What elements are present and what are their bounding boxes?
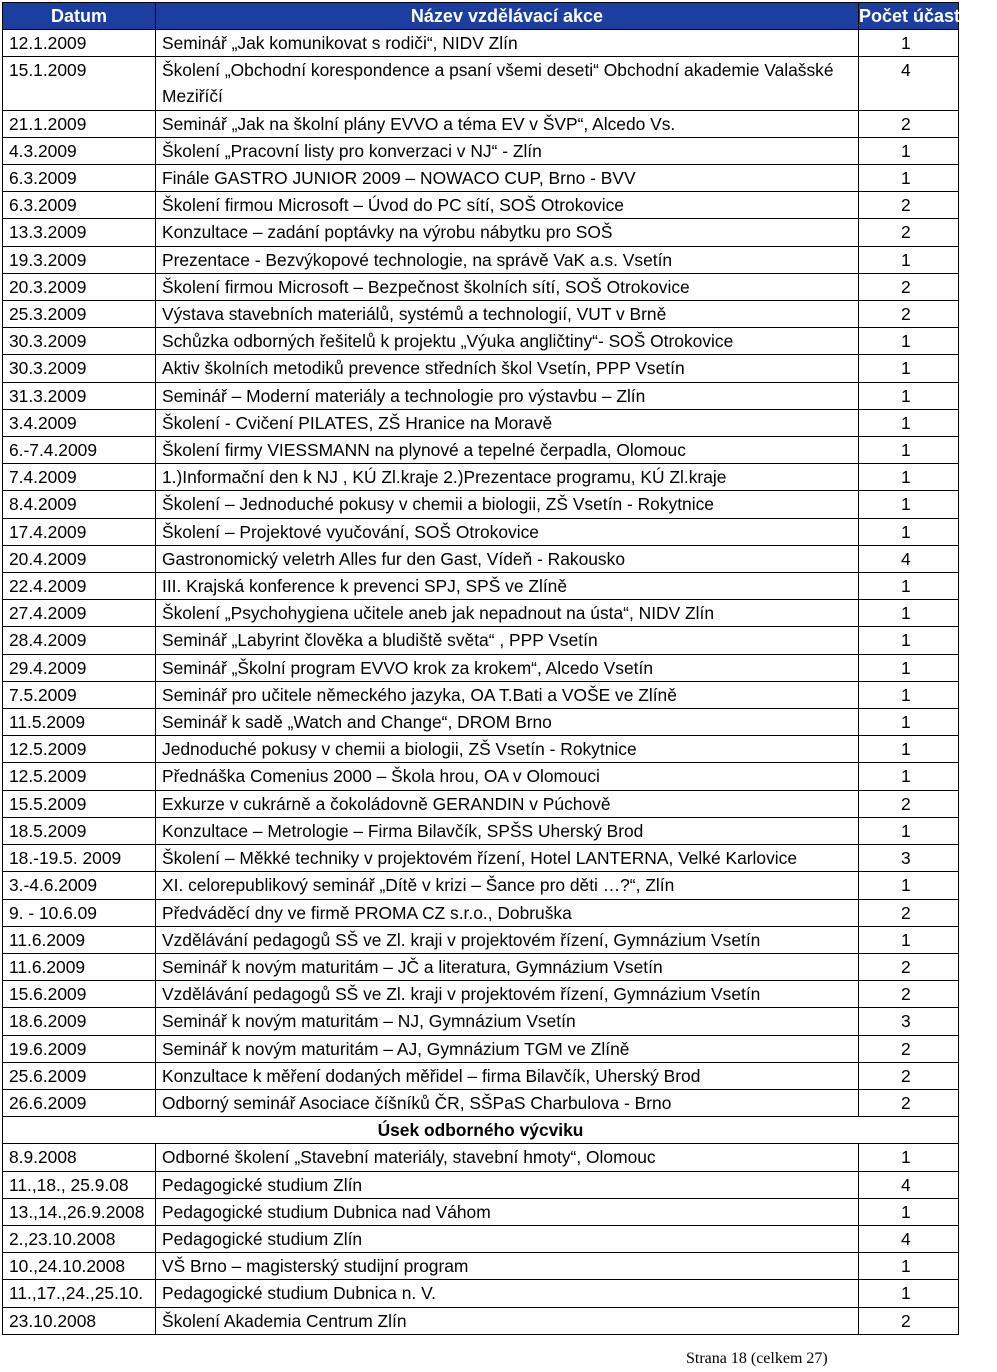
- row-participant-count: 1: [859, 464, 959, 491]
- row-participant-count: 1: [859, 382, 959, 409]
- row-date: 2.,23.10.2008: [3, 1225, 156, 1252]
- row-date: 7.5.2009: [3, 681, 156, 708]
- row-date: 18.-19.5. 2009: [3, 845, 156, 872]
- row-date: 18.5.2009: [3, 817, 156, 844]
- row-participant-count: 3: [859, 845, 959, 872]
- section-title: Úsek odborného výcviku: [3, 1117, 959, 1144]
- row-date: 11.5.2009: [3, 709, 156, 736]
- table-row: [3, 1198, 959, 1225]
- table-row: [3, 110, 959, 137]
- row-date: 15.1.2009: [3, 57, 156, 110]
- table-row: [3, 165, 959, 192]
- table-row: [3, 600, 959, 627]
- row-date: 11.6.2009: [3, 953, 156, 980]
- table-row: [3, 926, 959, 953]
- row-event-name: Konzultace k měření dodaných měřidel – firma Bilavčík, Uherský Brod: [156, 1062, 859, 1089]
- row-date: 10.,24.10.2008: [3, 1253, 156, 1280]
- row-participant-count: 1: [859, 926, 959, 953]
- row-date: 19.6.2009: [3, 1035, 156, 1062]
- row-participant-count: 1: [859, 518, 959, 545]
- table-row: [3, 30, 959, 57]
- table-row: [3, 1253, 959, 1280]
- row-participant-count: 2: [859, 899, 959, 926]
- table-row: [3, 382, 959, 409]
- row-event-name: Jednoduché pokusy v chemii a biologii, ZŠ Vsetín - Rokytnice: [156, 736, 859, 763]
- row-participant-count: 1: [859, 355, 959, 382]
- row-participant-count: 1: [859, 763, 959, 790]
- row-participant-count: 1: [859, 872, 959, 899]
- row-date: 12.1.2009: [3, 30, 156, 57]
- row-event-name: Odborné školení „Stavební materiály, stavební hmoty“, Olomouc: [156, 1144, 859, 1171]
- row-participant-count: 2: [859, 1089, 959, 1116]
- row-participant-count: 1: [859, 627, 959, 654]
- row-participant-count: 4: [859, 545, 959, 572]
- row-participant-count: 2: [859, 110, 959, 137]
- row-event-name: Konzultace – zadání poptávky na výrobu nábytku pro SOŠ: [156, 219, 859, 246]
- row-event-name: Pedagogické studium Dubnica n. V.: [156, 1280, 859, 1307]
- table-row: [3, 192, 959, 219]
- row-event-name: Seminář „Jak na školní plány EVVO a téma EV v ŠVP“, Alcedo Vs.: [156, 110, 859, 137]
- row-date: 25.6.2009: [3, 1062, 156, 1089]
- row-date: 8.9.2008: [3, 1144, 156, 1171]
- row-participant-count: 4: [859, 1225, 959, 1252]
- row-event-name: Pedagogické studium Dubnica nad Váhom: [156, 1198, 859, 1225]
- table-row: [3, 1280, 959, 1307]
- table-row: [3, 518, 959, 545]
- row-date: 30.3.2009: [3, 328, 156, 355]
- row-event-name: Vzdělávání pedagogů SŠ ve Zl. kraji v projektovém řízení, Gymnázium Vsetín: [156, 926, 859, 953]
- row-participant-count: 1: [859, 491, 959, 518]
- row-date: 22.4.2009: [3, 573, 156, 600]
- row-event-name: Aktiv školních metodiků prevence středních škol Vsetín, PPP Vsetín: [156, 355, 859, 382]
- table-row: [3, 654, 959, 681]
- row-participant-count: 3: [859, 1008, 959, 1035]
- row-event-name: 1.)Informační den k NJ , KÚ Zl.kraje 2.)Prezentace programu, KÚ Zl.kraje: [156, 464, 859, 491]
- row-date: 17.4.2009: [3, 518, 156, 545]
- table-row: [3, 627, 959, 654]
- row-event-name: Exkurze v cukrárně a čokoládovně GERANDIN v Púchově: [156, 790, 859, 817]
- row-participant-count: 2: [859, 1035, 959, 1062]
- row-date: 8.4.2009: [3, 491, 156, 518]
- row-event-name: Přednáška Comenius 2000 – Škola hrou, OA v Olomouci: [156, 763, 859, 790]
- row-date: 29.4.2009: [3, 654, 156, 681]
- row-event-name: Výstava stavebních materiálů, systémů a technologií, VUT v Brně: [156, 301, 859, 328]
- row-participant-count: 1: [859, 137, 959, 164]
- row-date: 21.1.2009: [3, 110, 156, 137]
- row-event-name: Pedagogické studium Zlín: [156, 1225, 859, 1252]
- row-participant-count: 1: [859, 654, 959, 681]
- row-date: 30.3.2009: [3, 355, 156, 382]
- row-date: 15.6.2009: [3, 981, 156, 1008]
- row-event-name: Seminář k sadě „Watch and Change“, DROM Brno: [156, 709, 859, 736]
- table-row: [3, 1035, 959, 1062]
- row-participant-count: 2: [859, 1307, 959, 1334]
- row-date: 11.6.2009: [3, 926, 156, 953]
- table-row: [3, 137, 959, 164]
- table-row: [3, 981, 959, 1008]
- row-participant-count: 1: [859, 30, 959, 57]
- table-row: [3, 573, 959, 600]
- row-event-name: Vzdělávání pedagogů SŠ ve Zl. kraji v projektovém řízení, Gymnázium Vsetín: [156, 981, 859, 1008]
- row-participant-count: 1: [859, 709, 959, 736]
- table-row: [3, 872, 959, 899]
- row-date: 26.6.2009: [3, 1089, 156, 1116]
- row-participant-count: 1: [859, 165, 959, 192]
- row-event-name: Odborný seminář Asociace číšníků ČR, SŠPaS Charbulova - Brno: [156, 1089, 859, 1116]
- row-event-name: VŠ Brno – magisterský studijní program: [156, 1253, 859, 1280]
- table-row: [3, 491, 959, 518]
- row-event-name: Školení - Cvičení PILATES, ZŠ Hranice na Moravě: [156, 409, 859, 436]
- row-event-name: Školení firmou Microsoft – Bezpečnost školních sítí, SOŠ Otrokovice: [156, 273, 859, 300]
- row-event-name: Seminář pro učitele německého jazyka, OA T.Bati a VOŠE ve Zlíně: [156, 681, 859, 708]
- row-participant-count: 1: [859, 1198, 959, 1225]
- row-date: 20.4.2009: [3, 545, 156, 572]
- row-date: 7.4.2009: [3, 464, 156, 491]
- row-event-name: Seminář k novým maturitám – JČ a literatura, Gymnázium Vsetín: [156, 953, 859, 980]
- row-event-name: Seminář k novým maturitám – AJ, Gymnázium TGM ve Zlíně: [156, 1035, 859, 1062]
- row-participant-count: 4: [859, 1171, 959, 1198]
- row-date: 13.3.2009: [3, 219, 156, 246]
- row-event-name: Pedagogické studium Zlín: [156, 1171, 859, 1198]
- row-date: 19.3.2009: [3, 246, 156, 273]
- table-row: [3, 736, 959, 763]
- row-participant-count: 1: [859, 1144, 959, 1171]
- row-participant-count: 1: [859, 409, 959, 436]
- table-row: [3, 464, 959, 491]
- row-event-name: Finále GASTRO JUNIOR 2009 – NOWACO CUP, Brno - BVV: [156, 165, 859, 192]
- row-event-name: Školení – Měkké techniky v projektovém řízení, Hotel LANTERNA, Velké Karlovice: [156, 845, 859, 872]
- page-number: Strana 18 (celkem 27): [686, 1350, 828, 1367]
- row-event-name: Školení „Pracovní listy pro konverzaci v NJ“ - Zlín: [156, 137, 859, 164]
- row-participant-count: 1: [859, 736, 959, 763]
- row-date: 20.3.2009: [3, 273, 156, 300]
- row-date: 13.,14.,26.9.2008: [3, 1198, 156, 1225]
- row-date: 23.10.2008: [3, 1307, 156, 1334]
- table-row: [3, 790, 959, 817]
- row-date: 18.6.2009: [3, 1008, 156, 1035]
- row-date: 12.5.2009: [3, 763, 156, 790]
- table-row: [3, 328, 959, 355]
- table-row: [3, 246, 959, 273]
- row-participant-count: 1: [859, 573, 959, 600]
- table-row: [3, 1062, 959, 1089]
- row-event-name: XI. celorepublikový seminář „Dítě v krizi – Šance pro děti …?“, Zlín: [156, 872, 859, 899]
- row-participant-count: 2: [859, 953, 959, 980]
- row-date: 6.3.2009: [3, 192, 156, 219]
- table-row: [3, 545, 959, 572]
- row-event-name: Seminář „Jak komunikovat s rodiči“, NIDV Zlín: [156, 30, 859, 57]
- row-participant-count: 1: [859, 817, 959, 844]
- table-row: [3, 437, 959, 464]
- table-row: [3, 1144, 959, 1171]
- row-event-name: Seminář k novým maturitám – NJ, Gymnázium Vsetín: [156, 1008, 859, 1035]
- row-date: 6.-7.4.2009: [3, 437, 156, 464]
- table-row: [3, 709, 959, 736]
- row-event-name: Školení firmy VIESSMANN na plynové a tepelné čerpadla, Olomouc: [156, 437, 859, 464]
- table-row: [3, 57, 959, 110]
- row-participant-count: 4: [859, 57, 959, 110]
- row-date: 6.3.2009: [3, 165, 156, 192]
- row-participant-count: 1: [859, 1253, 959, 1280]
- row-participant-count: 2: [859, 273, 959, 300]
- row-participant-count: 2: [859, 219, 959, 246]
- row-event-name: Seminář – Moderní materiály a technologie pro výstavbu – Zlín: [156, 382, 859, 409]
- row-event-name: Školení firmou Microsoft – Úvod do PC sítí, SOŠ Otrokovice: [156, 192, 859, 219]
- table-row: [3, 355, 959, 382]
- row-participant-count: 1: [859, 437, 959, 464]
- row-date: 9. - 10.6.09: [3, 899, 156, 926]
- row-date: 11.,17.,24.,25.10.: [3, 1280, 156, 1307]
- row-event-name: Konzultace – Metrologie – Firma Bilavčík, SPŠS Uherský Brod: [156, 817, 859, 844]
- row-event-name: Gastronomický veletrh Alles fur den Gast, Vídeň - Rakousko: [156, 545, 859, 572]
- table-row: [3, 953, 959, 980]
- row-event-name: Předváděcí dny ve firmě PROMA CZ s.r.o., Dobruška: [156, 899, 859, 926]
- table-row: [3, 1008, 959, 1035]
- row-date: 15.5.2009: [3, 790, 156, 817]
- training-table: [2, 2, 997, 1335]
- row-event-name: Školení Akademia Centrum Zlín: [156, 1307, 859, 1334]
- row-event-name: Seminář „Labyrint člověka a bludiště světa“ , PPP Vsetín: [156, 627, 859, 654]
- header-event-name: Název vzdělávací akce: [156, 3, 859, 30]
- table-row: [3, 1307, 959, 1334]
- row-event-name: III. Krajská konference k prevenci SPJ, SPŠ ve Zlíně: [156, 573, 859, 600]
- row-date: 28.4.2009: [3, 627, 156, 654]
- row-participant-count: 2: [859, 1062, 959, 1089]
- table-row: [3, 681, 959, 708]
- row-participant-count: 2: [859, 192, 959, 219]
- table-row: [3, 817, 959, 844]
- section-header-row: [3, 1117, 959, 1144]
- table-row: [3, 273, 959, 300]
- row-event-name: Školení – Projektové vyučování, SOŠ Otrokovice: [156, 518, 859, 545]
- row-participant-count: 2: [859, 301, 959, 328]
- table-body: [3, 30, 959, 1335]
- row-date: 3.4.2009: [3, 409, 156, 436]
- row-event-name: Školení – Jednoduché pokusy v chemii a biologii, ZŠ Vsetín - Rokytnice: [156, 491, 859, 518]
- header-date: Datum: [3, 3, 156, 30]
- row-event-name: Seminář „Školní program EVVO krok za krokem“, Alcedo Vsetín: [156, 654, 859, 681]
- row-date: 12.5.2009: [3, 736, 156, 763]
- row-date: 3.-4.6.2009: [3, 872, 156, 899]
- row-participant-count: 2: [859, 790, 959, 817]
- row-event-name: Prezentace - Bezvýkopové technologie, na správě VaK a.s. Vsetín: [156, 246, 859, 273]
- table-row: [3, 763, 959, 790]
- row-participant-count: 1: [859, 600, 959, 627]
- row-date: 31.3.2009: [3, 382, 156, 409]
- table-row: [3, 1171, 959, 1198]
- header-participant-count: Počet účastníků: [859, 3, 959, 30]
- row-date: 4.3.2009: [3, 137, 156, 164]
- table-row: [3, 301, 959, 328]
- row-date: 11.,18., 25.9.08: [3, 1171, 156, 1198]
- table-row: [3, 845, 959, 872]
- row-participant-count: 2: [859, 981, 959, 1008]
- row-event-name: Školení „Psychohygiena učitele aneb jak nepadnout na ústa“, NIDV Zlín: [156, 600, 859, 627]
- table-row: [3, 409, 959, 436]
- table-row: [3, 899, 959, 926]
- row-date: 27.4.2009: [3, 600, 156, 627]
- row-participant-count: 1: [859, 246, 959, 273]
- row-participant-count: 1: [859, 1280, 959, 1307]
- table-row: [3, 1225, 959, 1252]
- row-event-name: Školení „Obchodní korespondence a psaní všemi deseti“ Obchodní akademie Valašské Meziříčí: [156, 57, 859, 110]
- row-participant-count: 1: [859, 328, 959, 355]
- row-date: 25.3.2009: [3, 301, 156, 328]
- table-row: [3, 219, 959, 246]
- row-event-name: Schůzka odborných řešitelů k projektu „Výuka angličtiny“- SOŠ Otrokovice: [156, 328, 859, 355]
- table-header-row: [3, 3, 959, 30]
- row-participant-count: 1: [859, 681, 959, 708]
- table-row: [3, 1089, 959, 1116]
